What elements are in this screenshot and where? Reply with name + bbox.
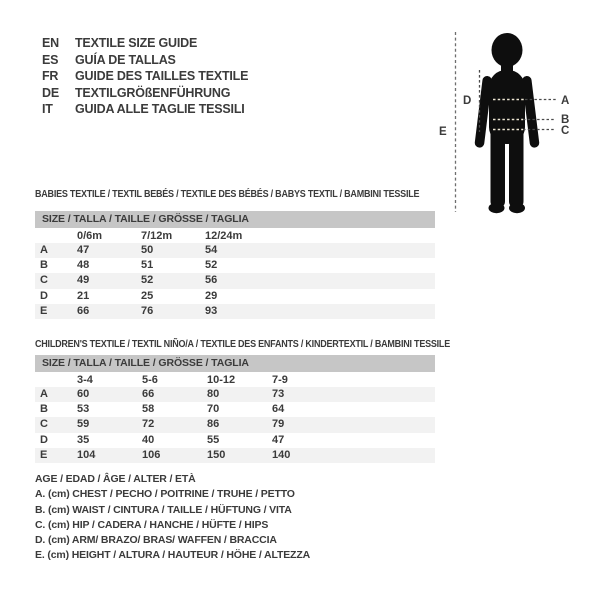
language-row [42,68,248,85]
table-cell: 55 [207,433,220,446]
figure-label-chest: A [561,95,570,107]
legend-line: D. (cm) ARM/ BRAZO/ BRAS/ WAFFEN / BRACCIA [35,534,277,547]
row-label: A [40,388,48,400]
babies-table-rows [35,243,435,319]
table-cell: 52 [205,259,218,272]
legend-line: C. (cm) HIP / CADERA / HANCHE / HÜFTE / HIPS [35,518,269,531]
table-cell: 51 [141,259,154,272]
row-label: A [40,244,48,256]
table-row [35,273,435,288]
table-cell: 53 [77,403,90,416]
table-cell: 93 [205,304,218,317]
table-cell: 86 [207,418,220,431]
table-cell: 106 [142,448,161,461]
table-cell: 76 [141,304,154,317]
row-label: D [40,289,48,302]
table-cell: 56 [205,274,218,287]
children-table-heading: CHILDREN'S TEXTILE / TEXTIL NIÑO/A / TEXTILE DES ENFANTS / KINDERTEXTIL / BAMBINI TESSILE [35,339,450,350]
table-row [35,448,435,463]
language-row [42,35,248,52]
language-code: EN [42,36,59,50]
table-cell: 47 [272,433,285,446]
size-column-header: 0/6m [77,230,103,242]
table-cell: 58 [142,403,155,416]
size-column-header: 5-6 [142,374,158,386]
table-row [35,289,435,304]
table-cell: 25 [141,289,154,302]
language-code: FR [42,69,59,84]
table-cell: 21 [77,289,90,302]
babies-size-columns [35,228,435,243]
language-title: GUIDE DES TAILLES TEXTILE [75,69,249,84]
language-code: ES [42,52,59,67]
legend-lines [35,487,310,563]
row-label: D [40,433,48,446]
table-cell: 29 [205,289,218,302]
language-title: GUÍA DE TALLAS [75,52,176,67]
table-row [35,258,435,273]
child-silhouette-icon [474,33,540,213]
figure-label-hip: C [561,125,570,137]
children-table-rows [35,387,435,463]
table-cell: 52 [141,274,154,287]
table-cell: 66 [77,304,90,317]
language-title-list [42,35,248,118]
table-cell: 70 [207,403,220,416]
size-column-spacer [35,228,73,243]
children-size-header-band: SIZE / TALLA / TAILLE / GRÖSSE / TAGLIA [35,355,435,372]
legend-line: A. (cm) CHEST / PECHO / POITRINE / TRUHE / PETTO [35,488,295,501]
children-size-columns [35,372,435,387]
table-cell: 64 [272,403,285,416]
language-code: IT [42,102,53,117]
table-cell: 104 [77,448,96,461]
table-row [35,433,435,448]
babies-size-header-band: SIZE / TALLA / TAILLE / GRÖSSE / TAGLIA [35,211,435,228]
table-cell: 40 [142,433,155,446]
table-cell: 49 [77,274,90,287]
legend-age-line: AGE / EDAD / ÂGE / ALTER / ETÀ [35,473,196,485]
legend-line: B. (cm) WAIST / CINTURA / TAILLE / HÜFTUNG / VITA [35,503,292,516]
row-label: B [40,259,48,272]
table-row [35,417,435,432]
row-label: B [40,403,48,416]
language-row [42,101,248,118]
table-cell: 35 [77,433,90,446]
table-cell: 80 [207,388,220,400]
table-cell: 47 [77,244,90,256]
table-cell: 79 [272,418,285,431]
size-column-header: 12/24m [205,230,243,242]
table-cell: 140 [272,448,291,461]
table-row [35,304,435,319]
size-column-spacer [35,372,73,387]
babies-table-heading: BABIES TEXTILE / TEXTIL BEBÉS / TEXTILE DES BÉBÉS / BABYS TEXTIL / BAMBINI TESSILE [35,189,420,200]
table-cell: 72 [142,418,155,431]
language-row [42,52,248,69]
children-size-table [35,338,450,463]
size-column-header: 3-4 [77,374,93,386]
size-column-header: 7-9 [272,374,288,386]
row-label: C [40,274,48,287]
row-label: E [40,448,48,461]
row-label: E [40,304,48,317]
figure-label-waist: B [561,114,570,126]
language-title: GUIDA ALLE TAGLIE TESSILI [75,102,245,117]
table-row [35,243,435,258]
table-cell: 66 [142,388,155,400]
table-cell: 50 [141,244,154,256]
table-cell: 150 [207,448,226,461]
table-cell: 59 [77,418,90,431]
size-column-header: 10-12 [207,374,236,386]
measurement-legend [35,472,310,564]
table-cell: 73 [272,388,285,400]
language-title: TEXTILE SIZE GUIDE [75,36,198,50]
table-cell: 48 [77,259,90,272]
table-row [35,387,435,402]
language-code: DE [42,85,59,100]
table-cell: 60 [77,388,90,400]
table-cell: 54 [205,244,218,256]
size-column-header: 7/12m [141,230,173,242]
legend-line: E. (cm) HEIGHT / ALTURA / HAUTEUR / HÖHE / ALTEZZA [35,549,311,562]
child-measurement-figure [430,20,600,220]
figure-label-arm: D [463,95,472,107]
language-row [42,85,248,102]
babies-size-table [35,188,435,319]
row-label: C [40,418,48,431]
language-title: TEXTILGRÖßENFÜHRUNG [75,85,231,100]
table-row [35,402,435,417]
figure-label-height: E [439,126,447,138]
